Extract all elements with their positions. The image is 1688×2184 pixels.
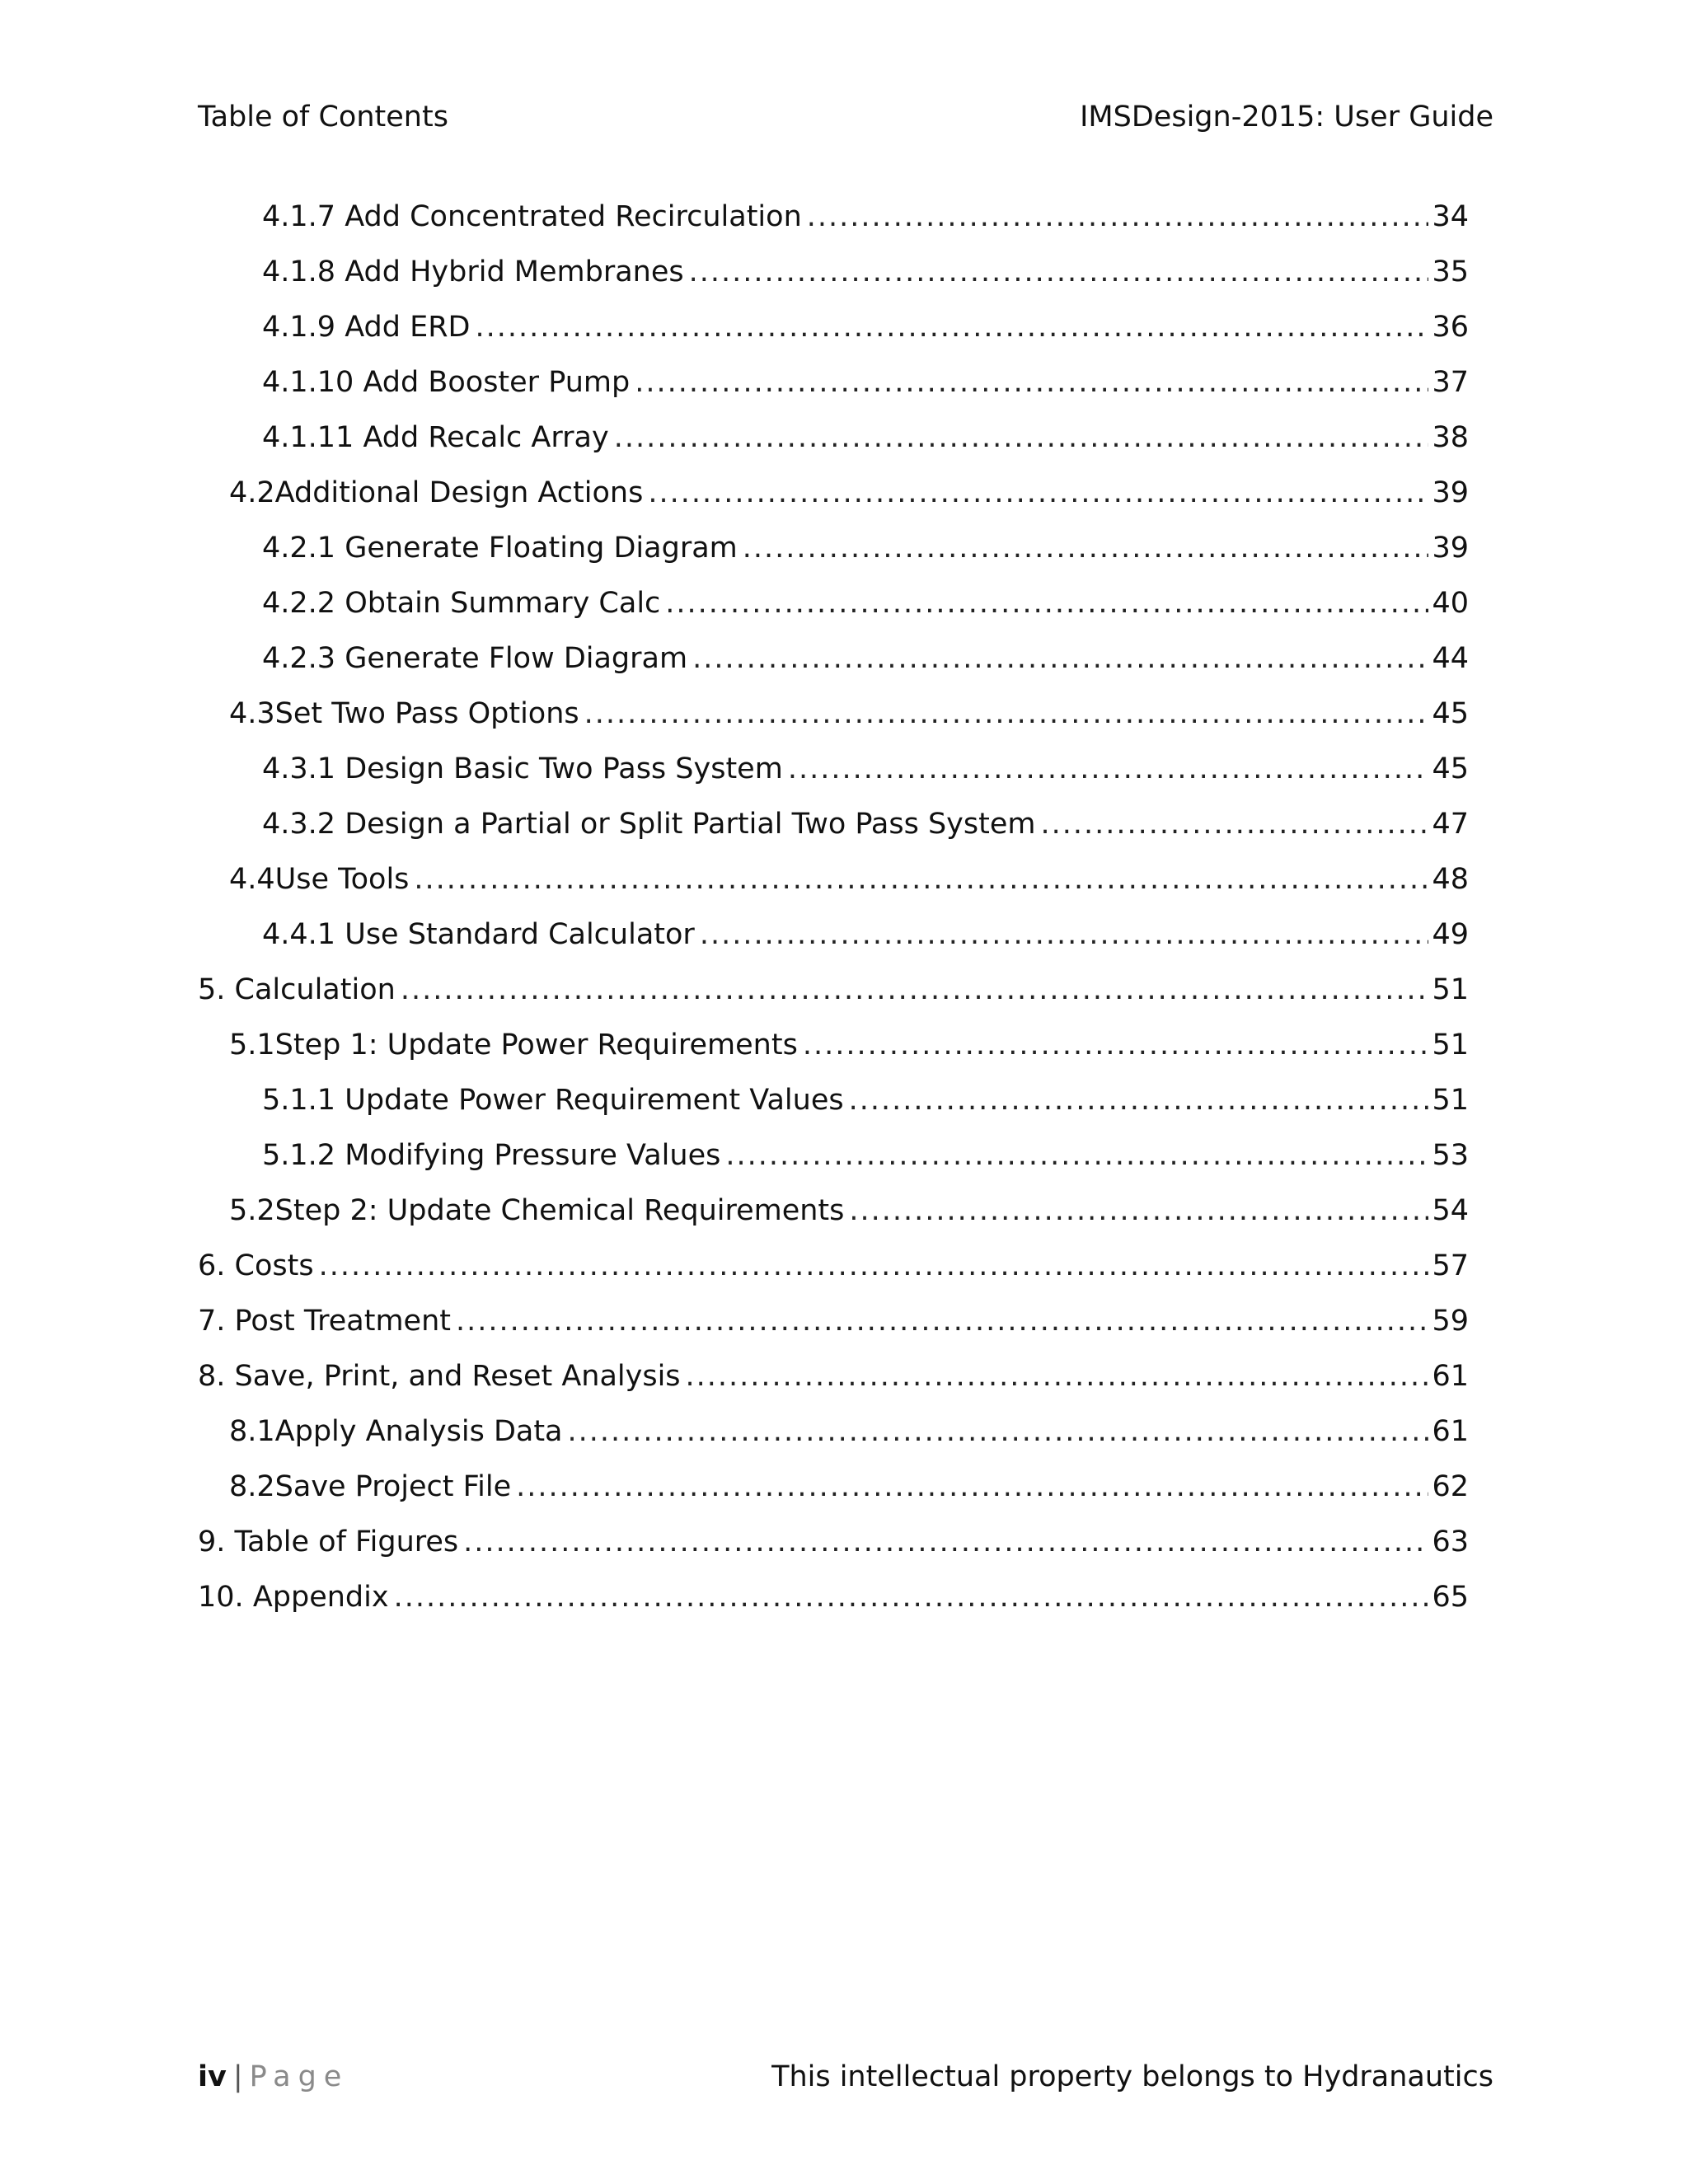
toc-entry[interactable] bbox=[229, 1023, 1469, 1067]
toc-entry[interactable] bbox=[262, 912, 1469, 957]
toc-entry-title: Calculation bbox=[234, 973, 396, 1006]
toc-entry[interactable] bbox=[198, 968, 1469, 1012]
toc-entry-page-number: 37 bbox=[1432, 366, 1469, 399]
toc-entry-number: 4.1.10 bbox=[262, 366, 354, 399]
toc-entry-page-number: 51 bbox=[1432, 1029, 1469, 1062]
toc-entry-number: 10. bbox=[198, 1581, 244, 1614]
toc-entry[interactable] bbox=[229, 691, 1469, 736]
toc-dot-leader bbox=[807, 194, 1429, 239]
toc-dot-leader bbox=[849, 1188, 1428, 1233]
toc-entry[interactable] bbox=[229, 1188, 1469, 1233]
toc-entry-number: 4.1.9 bbox=[262, 311, 336, 344]
toc-entry-page-number: 34 bbox=[1432, 200, 1469, 233]
toc-entry[interactable] bbox=[262, 1133, 1469, 1178]
toc-entry-title: Design a Partial or Split Partial Two Pass System bbox=[345, 808, 1036, 841]
toc-entry-page-number: 48 bbox=[1432, 863, 1469, 896]
toc-entry[interactable] bbox=[262, 305, 1469, 349]
toc-entry[interactable] bbox=[198, 1299, 1469, 1343]
toc-entry-page-number: 47 bbox=[1432, 808, 1469, 841]
toc-entry[interactable] bbox=[229, 1465, 1469, 1509]
toc-entry[interactable] bbox=[262, 360, 1469, 405]
toc-dot-leader bbox=[689, 250, 1429, 294]
toc-entry-title: Add Recalc Array bbox=[363, 421, 609, 454]
toc-entry-spacer bbox=[335, 526, 345, 570]
toc-entry-title: Modifying Pressure Values bbox=[345, 1139, 721, 1172]
toc-dot-leader bbox=[1040, 802, 1428, 846]
toc-entry-page-number: 36 bbox=[1432, 311, 1469, 344]
toc-entry-page-number: 53 bbox=[1432, 1139, 1469, 1172]
toc-entry-number: 4.1.7 bbox=[262, 200, 336, 233]
toc-dot-leader bbox=[319, 1244, 1429, 1288]
toc-entry[interactable] bbox=[229, 857, 1469, 902]
toc-entry-spacer bbox=[335, 747, 345, 791]
toc-entry-title: Obtain Summary Calc bbox=[345, 587, 661, 620]
toc-entry-number: 9. bbox=[198, 1526, 226, 1558]
toc-entry-spacer bbox=[244, 1575, 253, 1619]
toc-entry-title: Add Booster Pump bbox=[363, 366, 631, 399]
toc-entry-number: 4.4.1 bbox=[262, 918, 336, 951]
toc-entry-number: 8.2 bbox=[229, 1470, 275, 1503]
toc-entry-title: Save Project File bbox=[274, 1470, 512, 1503]
header-document-title: IMSDesign-2015: User Guide bbox=[1080, 101, 1493, 134]
toc-entry-title: Post Treatment bbox=[234, 1305, 451, 1338]
toc-entry-page-number: 62 bbox=[1432, 1470, 1469, 1503]
toc-entry-title: Step 2: Update Chemical Requirements bbox=[274, 1194, 845, 1227]
toc-entry-page-number: 51 bbox=[1432, 1084, 1469, 1117]
toc-entry-title: Apply Analysis Data bbox=[274, 1415, 563, 1448]
toc-entry-page-number: 45 bbox=[1432, 752, 1469, 785]
toc-entry-page-number: 39 bbox=[1432, 532, 1469, 565]
toc-entry-number: 5.1.2 bbox=[262, 1139, 336, 1172]
toc-dot-leader bbox=[456, 1299, 1428, 1343]
toc-entry-number: 4.3.2 bbox=[262, 808, 336, 841]
toc-entry-spacer bbox=[225, 1520, 234, 1564]
toc-entry-page-number: 65 bbox=[1432, 1581, 1469, 1614]
toc-dot-leader bbox=[788, 747, 1429, 791]
toc-entry-title: Design Basic Two Pass System bbox=[345, 752, 783, 785]
toc-entry-spacer bbox=[354, 360, 363, 405]
toc-entry-page-number: 59 bbox=[1432, 1305, 1469, 1338]
toc-entry-spacer bbox=[354, 415, 363, 460]
toc-entry-page-number: 38 bbox=[1432, 421, 1469, 454]
toc-entry-title: Costs bbox=[234, 1249, 314, 1282]
toc-dot-leader bbox=[584, 691, 1429, 736]
toc-entry-number: 4.2.2 bbox=[262, 587, 336, 620]
toc-dot-leader bbox=[743, 526, 1429, 570]
toc-entry-number: 4.1.8 bbox=[262, 255, 336, 288]
toc-entry-title: Set Two Pass Options bbox=[274, 697, 579, 730]
toc-entry-title: Use Standard Calculator bbox=[345, 918, 695, 951]
toc-entry[interactable] bbox=[262, 526, 1469, 570]
toc-dot-leader bbox=[414, 857, 1428, 902]
toc-entry[interactable] bbox=[262, 1078, 1469, 1122]
toc-entry-spacer bbox=[335, 636, 345, 681]
toc-entry-spacer bbox=[335, 305, 345, 349]
toc-entry-title: Use Tools bbox=[274, 863, 410, 896]
footer-notice: This intellectual property belongs to Hydranautics bbox=[771, 2060, 1493, 2093]
toc-dot-leader bbox=[849, 1078, 1429, 1122]
toc-entry-spacer bbox=[335, 1078, 345, 1122]
toc-entry-title: Table of Figures bbox=[234, 1526, 459, 1558]
toc-dot-leader bbox=[463, 1520, 1428, 1564]
toc-entry[interactable] bbox=[198, 1575, 1469, 1619]
toc-entry[interactable] bbox=[262, 747, 1469, 791]
toc-entry-title: Additional Design Actions bbox=[274, 476, 644, 509]
toc-dot-leader bbox=[686, 1354, 1429, 1399]
toc-entry-title: Generate Floating Diagram bbox=[345, 532, 738, 565]
toc-dot-leader bbox=[665, 581, 1428, 626]
toc-entry-page-number: 63 bbox=[1432, 1526, 1469, 1558]
toc-entry-title: Add ERD bbox=[345, 311, 471, 344]
toc-entry-title: Generate Flow Diagram bbox=[345, 642, 688, 675]
toc-entry-number: 4.2.1 bbox=[262, 532, 336, 565]
toc-entry-number: 8.1 bbox=[229, 1415, 275, 1448]
toc-dot-leader bbox=[394, 1575, 1429, 1619]
toc-entry-page-number: 35 bbox=[1432, 255, 1469, 288]
toc-entry-title: Update Power Requirement Values bbox=[345, 1084, 844, 1117]
toc-entry-page-number: 45 bbox=[1432, 697, 1469, 730]
footer-page-label: Page bbox=[249, 2060, 349, 2093]
toc-entry[interactable] bbox=[262, 802, 1469, 846]
toc-entry-title: Step 1: Update Power Requirements bbox=[274, 1029, 798, 1062]
toc-entry-page-number: 54 bbox=[1432, 1194, 1469, 1227]
toc-entry[interactable] bbox=[229, 471, 1469, 515]
toc-entry-spacer bbox=[335, 1133, 345, 1178]
header-section-title: Table of Contents bbox=[198, 101, 448, 134]
toc-entry-page-number: 49 bbox=[1432, 918, 1469, 951]
toc-entry-number: 8. bbox=[198, 1360, 226, 1393]
toc-entry-page-number: 61 bbox=[1432, 1360, 1469, 1393]
toc-entry-spacer bbox=[225, 968, 234, 1012]
toc-entry[interactable] bbox=[262, 194, 1469, 239]
toc-entry-number: 5.1 bbox=[229, 1029, 275, 1062]
toc-dot-leader bbox=[725, 1133, 1428, 1178]
toc-entry-spacer bbox=[335, 250, 345, 294]
toc-entry[interactable] bbox=[262, 581, 1469, 626]
toc-entry-number: 7. bbox=[198, 1305, 226, 1338]
toc-entry-number: 4.3 bbox=[229, 697, 275, 730]
toc-entry-number: 5.1.1 bbox=[262, 1084, 336, 1117]
toc-entry-page-number: 44 bbox=[1432, 642, 1469, 675]
toc-entry-page-number: 40 bbox=[1432, 587, 1469, 620]
toc-entry-page-number: 51 bbox=[1432, 973, 1469, 1006]
toc-entry-spacer bbox=[335, 194, 345, 239]
toc-dot-leader bbox=[692, 636, 1428, 681]
toc-entry-number: 4.2.3 bbox=[262, 642, 336, 675]
toc-entry-page-number: 39 bbox=[1432, 476, 1469, 509]
toc-entry-title: Save, Print, and Reset Analysis bbox=[234, 1360, 681, 1393]
footer-page-number: iv bbox=[198, 2060, 227, 2093]
toc-dot-leader bbox=[803, 1023, 1429, 1067]
toc-entry-number: 4.4 bbox=[229, 863, 275, 896]
toc-entry-number: 5.2 bbox=[229, 1194, 275, 1227]
toc-entry[interactable] bbox=[262, 636, 1469, 681]
toc-entry[interactable] bbox=[229, 1409, 1469, 1454]
footer-separator: | bbox=[232, 2060, 243, 2093]
toc-entry-spacer bbox=[335, 581, 345, 626]
page-footer bbox=[198, 2057, 1493, 2097]
toc-entry-number: 4.2 bbox=[229, 476, 275, 509]
toc-entry[interactable] bbox=[198, 1520, 1469, 1564]
toc-entry-spacer bbox=[225, 1244, 234, 1288]
toc-entry-number: 6. bbox=[198, 1249, 226, 1282]
toc-entry-number: 4.3.1 bbox=[262, 752, 336, 785]
toc-entry-title: Add Hybrid Membranes bbox=[345, 255, 684, 288]
toc-entry-spacer bbox=[225, 1354, 234, 1399]
toc-entry[interactable] bbox=[262, 250, 1469, 294]
toc-entry-number: 4.1.11 bbox=[262, 421, 354, 454]
toc-entry[interactable] bbox=[198, 1244, 1469, 1288]
toc-dot-leader bbox=[635, 360, 1428, 405]
toc-dot-leader bbox=[516, 1465, 1428, 1509]
toc-entry-page-number: 61 bbox=[1432, 1415, 1469, 1448]
toc-entry-spacer bbox=[225, 1299, 234, 1343]
toc-entry[interactable] bbox=[198, 1354, 1469, 1399]
toc-entry-spacer bbox=[335, 802, 345, 846]
toc-dot-leader bbox=[700, 912, 1429, 957]
toc-dot-leader bbox=[568, 1409, 1429, 1454]
toc-entry-page-number: 57 bbox=[1432, 1249, 1469, 1282]
toc-dot-leader bbox=[614, 415, 1429, 460]
toc-dot-leader bbox=[401, 968, 1429, 1012]
toc-entry-spacer bbox=[335, 912, 345, 957]
footer-page-indicator bbox=[198, 2057, 349, 2097]
page-header bbox=[198, 97, 1493, 137]
toc-dot-leader bbox=[648, 471, 1428, 515]
toc-entry-title: Add Concentrated Recirculation bbox=[345, 200, 802, 233]
toc-dot-leader bbox=[475, 305, 1428, 349]
toc-entry-number: 5. bbox=[198, 973, 226, 1006]
toc-entry[interactable] bbox=[262, 415, 1469, 460]
toc-entry-title: Appendix bbox=[252, 1581, 389, 1614]
